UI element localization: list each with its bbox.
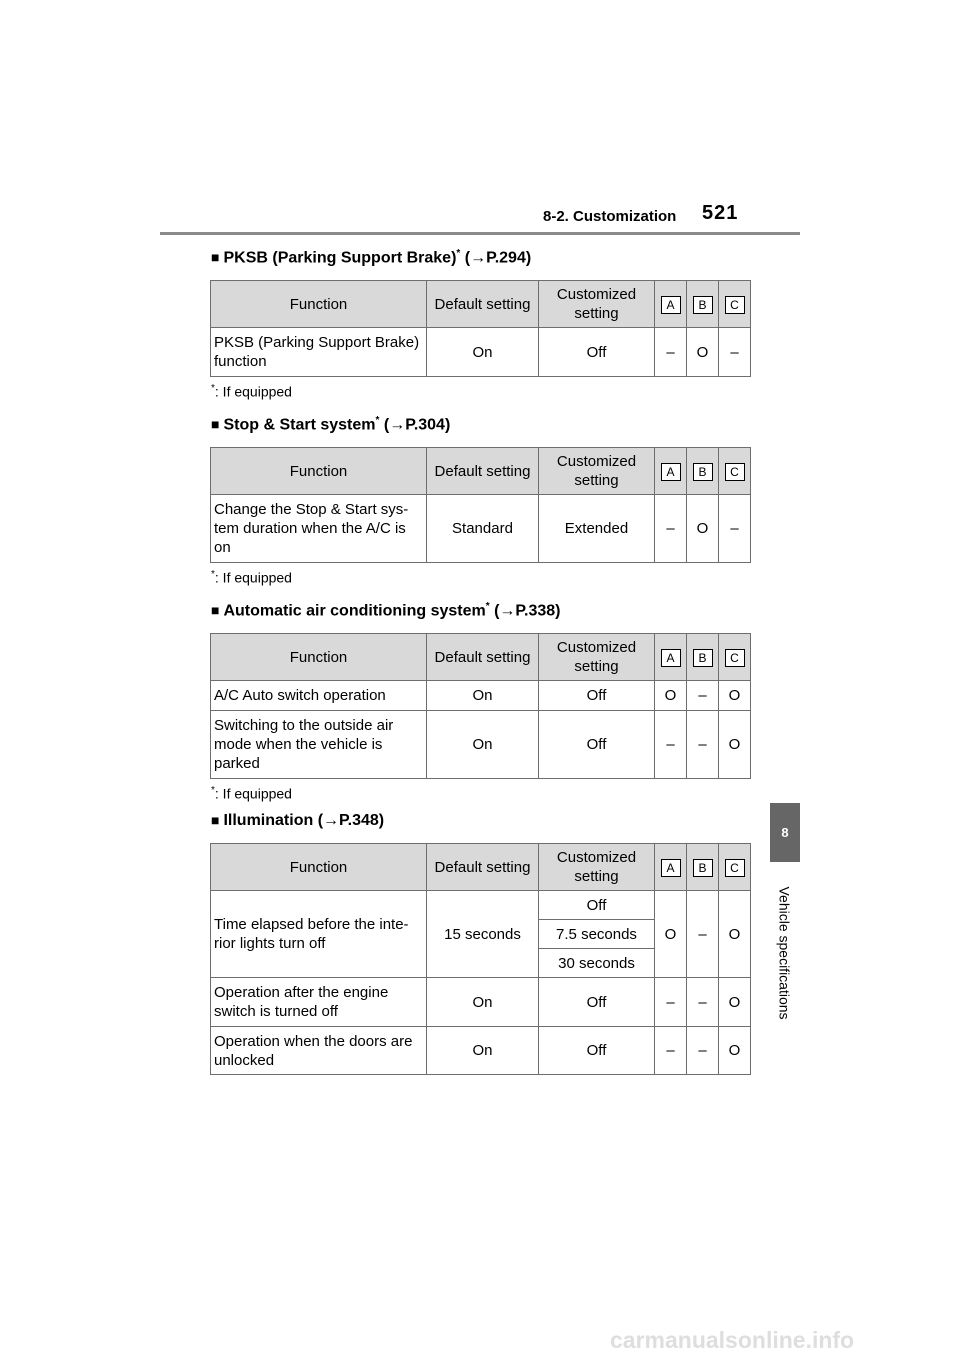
table-stop-start xyxy=(210,447,751,563)
heading-auto-ac xyxy=(211,601,561,620)
heading-pksb-title: PKSB (Parking Support Brake) xyxy=(223,249,457,267)
footnote-auto-ac xyxy=(211,785,292,802)
cell-b: – xyxy=(687,1027,719,1075)
col-c xyxy=(719,448,751,495)
heading-pksb-star: * xyxy=(456,248,461,259)
table-row xyxy=(211,891,751,920)
square-bullet-icon: ■ xyxy=(211,602,220,619)
cell-c: – xyxy=(719,495,751,563)
col-customized: Customized setting xyxy=(539,448,655,495)
cell-c: O xyxy=(719,891,751,978)
heading-auto-ac-title: Automatic air conditioning system xyxy=(223,602,486,620)
cell-function: Operation when the doors are unlocked xyxy=(211,1027,427,1075)
cell-b: – xyxy=(687,978,719,1027)
col-a xyxy=(655,844,687,891)
col-a-box: A xyxy=(661,463,681,481)
col-b xyxy=(687,634,719,681)
footnote-auto-ac-text: : If equipped xyxy=(214,785,292,802)
cell-default: On xyxy=(427,978,539,1027)
cell-custom: Extended xyxy=(539,495,655,563)
cell-default: 15 seconds xyxy=(427,891,539,978)
cell-a: O xyxy=(655,891,687,978)
cell-default: Standard xyxy=(427,495,539,563)
col-default: Default setting xyxy=(427,634,539,681)
cell-custom-option: 30 seconds xyxy=(539,949,655,978)
cell-b: O xyxy=(687,495,719,563)
table-illumination xyxy=(210,843,751,1075)
col-function: Function xyxy=(211,448,427,495)
cell-function: A/C Auto switch operation xyxy=(211,681,427,711)
square-bullet-icon: ■ xyxy=(211,416,220,433)
heading-stop-start-title: Stop & Start system xyxy=(223,416,376,434)
watermark-logo xyxy=(610,1326,955,1356)
table-header-row xyxy=(211,281,751,328)
cell-a: – xyxy=(655,1027,687,1075)
col-b-box: B xyxy=(693,859,713,877)
cell-a: – xyxy=(655,328,687,377)
table-row xyxy=(211,978,751,1027)
footnote-auto-ac-star: * xyxy=(211,785,215,796)
col-b xyxy=(687,844,719,891)
footnote-stop-start-star: * xyxy=(211,569,215,580)
col-c xyxy=(719,634,751,681)
cell-a: O xyxy=(655,681,687,711)
table-row xyxy=(211,495,751,563)
heading-pksb-ref: (→P.294) xyxy=(464,249,532,267)
col-b xyxy=(687,448,719,495)
cell-c: O xyxy=(719,978,751,1027)
col-b-box: B xyxy=(693,463,713,481)
heading-stop-start-star: * xyxy=(375,415,380,426)
cell-b: – xyxy=(687,711,719,779)
heading-auto-ac-ref: (→P.338) xyxy=(494,602,561,620)
cell-custom: Off xyxy=(539,1027,655,1075)
col-customized: Customized setting xyxy=(539,281,655,328)
col-a-box: A xyxy=(661,859,681,877)
footnote-stop-start xyxy=(211,569,292,586)
cell-function: PKSB (Parking Support Brake) function xyxy=(211,328,427,377)
col-c-box: C xyxy=(725,859,745,877)
col-default: Default setting xyxy=(427,281,539,328)
col-c-box: C xyxy=(725,649,745,667)
chapter-label xyxy=(770,868,800,1038)
col-b-box: B xyxy=(693,649,713,667)
col-customized: Customized setting xyxy=(539,634,655,681)
cell-c: O xyxy=(719,681,751,711)
table-row xyxy=(211,681,751,711)
cell-function: Operation after the engine switch is turned off xyxy=(211,978,427,1027)
col-a xyxy=(655,634,687,681)
col-default: Default setting xyxy=(427,844,539,891)
square-bullet-icon: ■ xyxy=(211,249,220,266)
table-row xyxy=(211,711,751,779)
cell-custom: Off xyxy=(539,681,655,711)
page-number: 521 xyxy=(702,202,739,224)
cell-custom: Off xyxy=(539,978,655,1027)
table-row xyxy=(211,328,751,377)
table-header-row xyxy=(211,844,751,891)
heading-stop-start-ref: (→P.304) xyxy=(383,416,451,434)
table-header-row xyxy=(211,634,751,681)
section-title: 8-2. Customization xyxy=(543,208,677,225)
cell-function: Time elapsed before the inte-rior lights turn off xyxy=(211,891,427,978)
col-a xyxy=(655,448,687,495)
heading-illumination-title: Illumination xyxy=(223,812,314,829)
cell-function: Switching to the outside air mode when the vehicle is parked xyxy=(211,711,427,779)
square-bullet-icon: ■ xyxy=(211,812,220,828)
chapter-label-text: Vehicle specifications xyxy=(777,886,794,1020)
svg-text:carmanualsonline.info: carmanualsonline.info xyxy=(610,1327,855,1353)
footnote-pksb-star: * xyxy=(211,383,215,394)
cell-a: – xyxy=(655,495,687,563)
cell-a: – xyxy=(655,978,687,1027)
col-function: Function xyxy=(211,281,427,328)
cell-function: Change the Stop & Start sys-tem duration when the A/C is on xyxy=(211,495,427,563)
cell-custom: Off xyxy=(539,711,655,779)
cell-default: On xyxy=(427,681,539,711)
heading-illumination xyxy=(211,812,384,830)
header-rule xyxy=(160,232,800,235)
cell-default: On xyxy=(427,711,539,779)
col-a-box: A xyxy=(661,649,681,667)
chapter-tab: 8 xyxy=(770,803,800,862)
cell-b: – xyxy=(687,891,719,978)
col-c-box: C xyxy=(725,296,745,314)
heading-pksb xyxy=(211,248,531,267)
heading-illumination-ref: (→P.348) xyxy=(317,812,385,829)
cell-c: O xyxy=(719,711,751,779)
cell-custom: Off xyxy=(539,328,655,377)
cell-b: – xyxy=(687,681,719,711)
col-default: Default setting xyxy=(427,448,539,495)
cell-b: O xyxy=(687,328,719,377)
table-header-row xyxy=(211,448,751,495)
cell-a: – xyxy=(655,711,687,779)
heading-stop-start xyxy=(211,415,450,434)
col-function: Function xyxy=(211,844,427,891)
cell-default: On xyxy=(427,328,539,377)
table-pksb xyxy=(210,280,751,377)
heading-auto-ac-star: * xyxy=(485,601,490,612)
col-a-box: A xyxy=(661,296,681,314)
footnote-pksb xyxy=(211,383,292,400)
cell-c: – xyxy=(719,328,751,377)
table-auto-ac xyxy=(210,633,751,779)
cell-custom-option: Off xyxy=(539,891,655,920)
table-row xyxy=(211,1027,751,1075)
cell-default: On xyxy=(427,1027,539,1075)
col-function: Function xyxy=(211,634,427,681)
col-b-box: B xyxy=(693,296,713,314)
col-customized: Customized setting xyxy=(539,844,655,891)
footnote-pksb-text: : If equipped xyxy=(214,383,292,400)
cell-c: O xyxy=(719,1027,751,1075)
col-b xyxy=(687,281,719,328)
cell-custom-option: 7.5 seconds xyxy=(539,920,655,949)
col-c xyxy=(719,281,751,328)
col-c xyxy=(719,844,751,891)
col-a xyxy=(655,281,687,328)
footnote-stop-start-text: : If equipped xyxy=(214,569,292,586)
col-c-box: C xyxy=(725,463,745,481)
